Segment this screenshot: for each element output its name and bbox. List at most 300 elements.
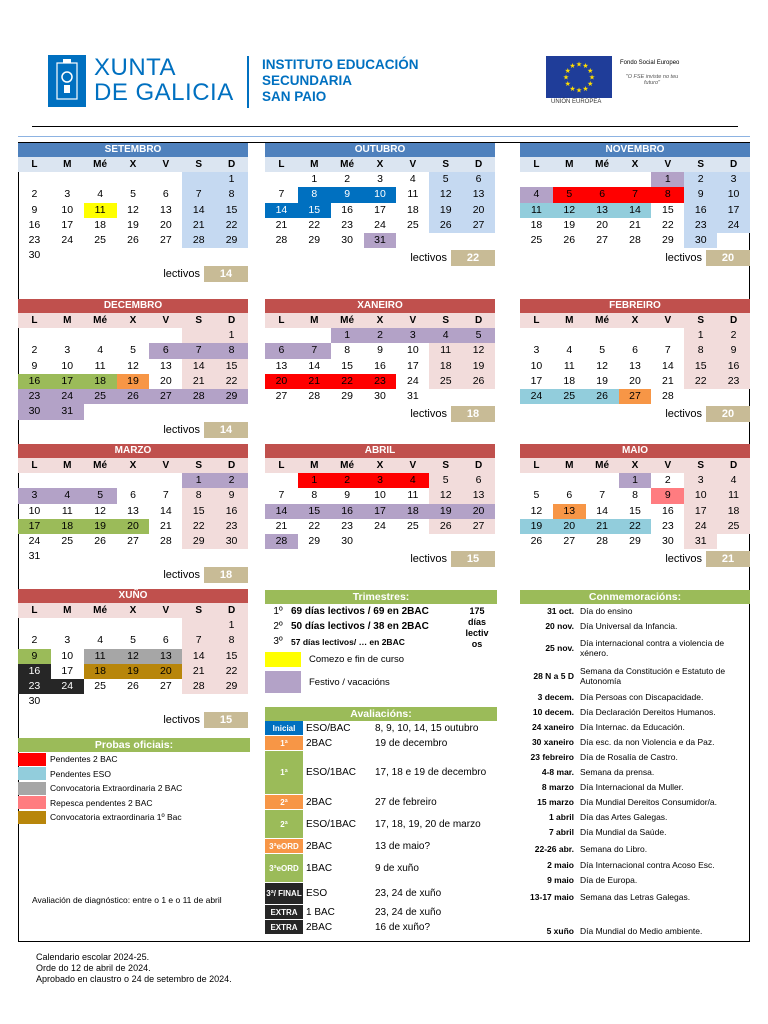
- day-cell: 11: [61, 504, 73, 517]
- probas-title: Probas oficiais:: [18, 738, 250, 752]
- empty-cell: [84, 473, 117, 488]
- day-cell: 29: [662, 234, 674, 247]
- day-cell: 5: [429, 473, 462, 488]
- avaliacion-tag: 1ª: [265, 751, 303, 794]
- lectivos-count: 15: [451, 551, 495, 567]
- day-cell: 14: [182, 359, 215, 374]
- day-cell: 24: [28, 535, 41, 548]
- empty-cell: [18, 618, 51, 633]
- weekday-label: V: [162, 460, 170, 471]
- day-cell: 2: [31, 188, 38, 201]
- month-decembro: [18, 299, 248, 438]
- day-cell: 6: [162, 634, 169, 647]
- conmemoracion-row: [520, 809, 750, 824]
- day-cell: 22: [215, 374, 248, 389]
- day-cell: 9: [344, 489, 351, 502]
- proba-swatch: [18, 753, 46, 766]
- weekday-label: Mé: [93, 460, 108, 471]
- day-cell: 26: [530, 535, 543, 548]
- header-divider: [247, 56, 249, 108]
- day-cell: 29: [341, 390, 353, 403]
- day-cell: 25: [717, 519, 750, 534]
- day-cell: 16: [684, 203, 717, 218]
- avaliacion-tag: 3ª/ FINAL: [265, 883, 303, 904]
- day-cell: 13: [160, 203, 172, 216]
- day-cell: 1: [182, 473, 215, 488]
- day-cell: 18: [396, 504, 429, 519]
- month-xuño: [18, 589, 248, 728]
- day-cell: 14: [662, 359, 674, 372]
- weekday-label: X: [129, 159, 137, 170]
- weekday-label: Mé: [93, 315, 108, 326]
- lectivos-count: 20: [706, 250, 750, 266]
- conmemoracion-text: Día do ensino: [580, 606, 633, 616]
- day-cell: 20: [160, 218, 172, 231]
- month-febreiro: [520, 299, 750, 422]
- day-cell: 6: [462, 473, 495, 488]
- empty-cell: [553, 473, 586, 488]
- day-cell: 2: [331, 473, 364, 488]
- proba-swatch: [18, 767, 46, 780]
- conmemoracion-row: [520, 888, 750, 906]
- day-cell: 12: [429, 187, 462, 202]
- eu-star-icon: ★: [564, 68, 571, 75]
- day-cell: 18: [429, 359, 462, 374]
- day-grid: [18, 618, 248, 710]
- day-cell: 22: [215, 218, 248, 233]
- avaliacion-row: [265, 839, 497, 854]
- lectivos-footer: [18, 567, 248, 583]
- eu-star-icon: ★: [582, 63, 589, 71]
- lectivos-label: lectivos: [163, 423, 200, 436]
- day-cell: 31: [28, 550, 41, 563]
- conmemoracion-date: 4-8 mar.: [541, 766, 574, 777]
- day-cell: 18: [84, 374, 117, 389]
- day-cell: 9: [18, 649, 51, 664]
- weekday-label: L: [278, 315, 285, 326]
- day-cell: 25: [407, 218, 419, 231]
- weekday-label: M: [310, 460, 319, 471]
- probas-section: [18, 738, 250, 825]
- conmemoracion-text: Semana do Libro.: [580, 843, 648, 854]
- avaliacion-group: 1BAC: [306, 862, 333, 874]
- day-cell: 28: [308, 390, 321, 403]
- avaliacion-row: [265, 883, 497, 905]
- month-marzo: [18, 444, 248, 583]
- conmemoracion-row: [520, 704, 750, 719]
- day-cell: 3: [64, 344, 71, 357]
- empty-cell: [84, 328, 117, 343]
- weekday-label: Mé: [93, 605, 108, 616]
- day-cell: 23: [341, 519, 353, 532]
- day-cell: 28: [160, 535, 172, 548]
- lectivos-footer: [520, 551, 750, 567]
- day-cell: 6: [149, 343, 182, 358]
- day-cell: 20: [117, 519, 150, 534]
- conmemoracion-text: Semana das Letras Galegas.: [580, 892, 691, 902]
- empty-cell: [182, 618, 215, 633]
- day-cell: 7: [664, 344, 671, 357]
- lectivos-footer: [18, 266, 248, 282]
- empty-cell: [619, 172, 652, 187]
- weekday-label: Mé: [340, 460, 355, 471]
- day-cell: 4: [396, 473, 429, 488]
- avaliacion-row: [265, 920, 497, 935]
- day-cell: 14: [308, 359, 321, 372]
- conmemoracion-text: Día Internacional contra Acoso Esc.: [580, 859, 715, 870]
- conmemoracion-date: 15 marzo: [537, 796, 574, 807]
- eu-star-icon: ★: [582, 85, 589, 93]
- day-cell: 28: [265, 534, 298, 549]
- day-cell: 25: [429, 374, 462, 389]
- day-cell: 30: [28, 695, 41, 708]
- month-title: ABRIL: [265, 444, 495, 458]
- weekday-label: S: [697, 460, 705, 471]
- day-cell: 30: [662, 535, 674, 548]
- empty-cell: [117, 473, 150, 488]
- day-cell: 31: [51, 404, 84, 419]
- day-cell: 5: [599, 344, 606, 357]
- conmemoracion-row: [520, 906, 750, 956]
- legend-text: Festivo / vacacións: [309, 676, 390, 688]
- weekday-label: V: [664, 460, 672, 471]
- day-cell: 1: [651, 172, 684, 187]
- day-cell: 17: [530, 374, 543, 387]
- day-cell: 20: [265, 374, 298, 389]
- proba-text: Convocatoria Extraordinaria 2 BAC: [50, 783, 183, 794]
- day-cell: 25: [61, 535, 74, 548]
- conmemoracion-row: [520, 749, 750, 764]
- day-cell: 4: [717, 473, 750, 488]
- conmemoracion-row: [520, 618, 750, 634]
- day-cell: 9: [717, 343, 750, 358]
- day-cell: 17: [61, 218, 74, 231]
- empty-cell: [51, 473, 84, 488]
- lectivos-footer: [18, 712, 248, 728]
- conmemoracions-rows: [520, 604, 750, 956]
- weekday-label: D: [227, 315, 236, 326]
- day-cell: 13: [160, 359, 172, 372]
- day-cell: 4: [409, 173, 416, 185]
- weekday-label: L: [278, 460, 285, 471]
- day-cell: 28: [596, 535, 608, 548]
- day-cell: 12: [127, 203, 139, 216]
- proba-row: [18, 810, 250, 825]
- day-cell: 13: [629, 359, 641, 372]
- day-cell: 23: [28, 234, 41, 247]
- day-cell: 23: [717, 374, 750, 389]
- conmemoracion-text: Día Internacional da Muller.: [580, 781, 684, 792]
- xunta-crest-icon: [48, 55, 86, 107]
- day-cell: 24: [374, 519, 386, 532]
- day-cell: 30: [341, 535, 353, 548]
- day-cell: 11: [717, 488, 750, 503]
- eu-star-icon: ★: [569, 63, 576, 71]
- day-cell: 25: [530, 234, 543, 247]
- weekday-label: D: [729, 460, 738, 471]
- weekday-label: Mé: [595, 315, 610, 326]
- day-cell: 22: [331, 374, 364, 389]
- empty-cell: [520, 172, 553, 187]
- weekday-label: S: [697, 159, 705, 170]
- day-cell: 29: [308, 234, 321, 247]
- eu-star-icon: ★: [575, 87, 583, 95]
- day-grid: [18, 328, 248, 420]
- month-maio: [520, 444, 750, 567]
- weekday-label: V: [409, 159, 417, 170]
- day-cell: 26: [117, 389, 150, 404]
- day-cell: 23: [662, 519, 674, 532]
- day-cell: 20: [629, 374, 641, 387]
- avaliacion-tag: 2ª: [265, 795, 303, 809]
- lectivos-label: lectivos: [163, 568, 200, 581]
- day-cell: 17: [407, 359, 419, 372]
- proba-text: Convocatoria extraordinaria 1º Bac: [50, 812, 182, 823]
- day-cell: 9: [684, 187, 717, 202]
- weekday-label: L: [533, 315, 540, 326]
- day-cell: 5: [130, 344, 136, 357]
- day-cell: 28: [182, 389, 215, 404]
- avaliacion-row: [265, 810, 497, 839]
- day-cell: 30: [18, 404, 51, 419]
- day-grid: [265, 172, 495, 248]
- day-cell: 9: [31, 359, 38, 372]
- lectivos-footer: [18, 422, 248, 438]
- day-cell: 14: [265, 504, 298, 519]
- diagnostico-note: Avaliación de diagnóstico: entre o 1 e o 11 de abril: [32, 895, 222, 905]
- day-cell: 11: [84, 203, 117, 218]
- avaliacion-row: [265, 721, 497, 736]
- avaliacion-date: 19 de decembro: [375, 737, 448, 749]
- day-cell: 3: [364, 473, 397, 488]
- conmemoracion-text: Día Internac. da Educación.: [580, 721, 685, 732]
- day-cell: 22: [182, 519, 215, 534]
- conmemoracion-date: 25 nov.: [545, 643, 574, 653]
- day-cell: 2: [717, 328, 750, 343]
- proba-text: Repesca pendentes 2 BAC: [50, 797, 153, 808]
- day-cell: 17: [51, 374, 84, 389]
- day-cell: 1: [215, 172, 248, 187]
- weekday-label: X: [129, 460, 137, 471]
- day-cell: 24: [51, 679, 84, 694]
- weekday-label: L: [278, 159, 285, 170]
- proba-swatch: [18, 796, 46, 809]
- day-cell: 12: [530, 504, 543, 517]
- avaliacion-group: ESO/1BAC: [306, 767, 357, 778]
- conmemoracion-text: Día de Europa.: [580, 875, 638, 885]
- day-cell: 7: [298, 343, 331, 358]
- day-cell: 12: [127, 359, 139, 372]
- footer: [36, 952, 232, 985]
- day-cell: 11: [94, 359, 106, 372]
- avaliacion-group: ESO/1BAC: [306, 818, 357, 830]
- avaliacion-tag: EXTRA: [265, 920, 303, 934]
- day-cell: 29: [629, 535, 641, 548]
- empty-cell: [18, 172, 51, 187]
- day-cell: 25: [84, 389, 117, 404]
- conmemoracion-row: [520, 690, 750, 704]
- day-cell: 2: [664, 474, 671, 486]
- day-cell: 8: [632, 489, 638, 502]
- day-cell: 10: [364, 187, 397, 202]
- day-cell: 16: [18, 374, 51, 389]
- conmemoracions-section: [520, 590, 750, 956]
- day-cell: 5: [462, 328, 495, 343]
- day-cell: 13: [586, 203, 619, 218]
- empty-cell: [182, 328, 215, 343]
- day-cell: 13: [462, 488, 495, 503]
- day-cell: 21: [182, 374, 215, 389]
- conmemoracion-date: 30 xaneiro: [531, 736, 574, 747]
- empty-cell: [149, 172, 182, 187]
- day-cell: 16: [341, 203, 353, 216]
- avaliacion-row: [265, 795, 497, 810]
- day-cell: 27: [127, 535, 139, 548]
- eu-stars-icon: [546, 56, 612, 98]
- day-cell: 4: [566, 344, 573, 357]
- lectivos-label: lectivos: [163, 267, 200, 280]
- weekday-header: [520, 458, 750, 473]
- day-cell: 25: [553, 389, 586, 404]
- avaliacion-tag: 1ª: [265, 736, 303, 750]
- day-cell: 15: [215, 203, 248, 218]
- day-cell: 26: [429, 519, 462, 534]
- day-cell: 3: [64, 188, 71, 201]
- lectivos-footer: [520, 406, 750, 422]
- month-xaneiro: [265, 299, 495, 422]
- day-cell: 18: [717, 504, 750, 519]
- day-cell: 27: [160, 234, 172, 247]
- conmemoracion-row: [520, 872, 750, 888]
- day-cell: 3: [684, 473, 717, 488]
- conmemoracion-date: 5 xuño: [546, 926, 574, 936]
- day-cell: 27: [149, 389, 182, 404]
- weekday-label: X: [376, 460, 384, 471]
- lectivos-count: 18: [451, 406, 495, 422]
- empty-cell: [18, 473, 51, 488]
- day-cell: 14: [182, 649, 215, 664]
- lectivos-label: lectivos: [665, 252, 702, 265]
- weekday-label: M: [565, 315, 574, 326]
- weekday-header: [18, 603, 248, 618]
- weekday-label: M: [565, 159, 574, 170]
- weekday-label: X: [631, 315, 639, 326]
- day-cell: 19: [127, 218, 139, 231]
- weekday-label: S: [195, 460, 203, 471]
- conmemoracion-row: [520, 764, 750, 779]
- weekday-label: D: [729, 159, 738, 170]
- eu-star-icon: ★: [562, 74, 570, 82]
- day-cell: 15: [215, 359, 248, 374]
- lectivos-label: lectivos: [665, 408, 702, 421]
- day-grid: [18, 473, 248, 565]
- empty-cell: [84, 618, 117, 633]
- day-cell: 26: [586, 389, 619, 404]
- weekday-label: S: [442, 460, 450, 471]
- day-cell: 24: [374, 218, 386, 231]
- weekday-label: D: [474, 315, 483, 326]
- day-cell: 19: [117, 374, 150, 389]
- weekday-label: S: [195, 605, 203, 616]
- day-cell: 12: [462, 343, 495, 358]
- trimestres-total: 175 días lectiv os: [465, 606, 489, 649]
- weekday-label: X: [129, 605, 137, 616]
- day-cell: 31: [364, 233, 397, 248]
- school-line2: SECUNDARIA: [262, 73, 353, 88]
- conmemoracion-text: Día internacional contra a violencia de xénero.: [580, 638, 725, 658]
- conmemoracion-date: 24 xaneiro: [531, 721, 574, 732]
- conmemoracion-date: 22-26 abr.: [534, 843, 574, 854]
- conmemoracion-row: [520, 719, 750, 734]
- proba-row: [18, 752, 250, 767]
- weekday-header: [18, 313, 248, 328]
- day-cell: 24: [51, 389, 84, 404]
- avaliacion-group: 1 BAC: [306, 906, 335, 918]
- lectivos-label: lectivos: [665, 553, 702, 566]
- day-cell: 19: [520, 519, 553, 534]
- empty-cell: [18, 328, 51, 343]
- conmemoracion-date: 2 maio: [547, 859, 574, 870]
- lectivos-count: 18: [204, 567, 248, 583]
- day-cell: 30: [374, 390, 386, 403]
- avaliacion-group: 2BAC: [306, 796, 333, 808]
- avaliacion-group: ESO: [306, 888, 328, 899]
- conmemoracion-row: [520, 662, 750, 690]
- day-cell: 1: [311, 173, 318, 185]
- empty-cell: [520, 328, 553, 343]
- weekday-label: M: [310, 159, 319, 170]
- day-cell: 6: [462, 172, 495, 187]
- day-cell: 15: [341, 359, 353, 372]
- day-cell: 23: [215, 519, 248, 534]
- lectivos-count: 14: [204, 422, 248, 438]
- day-cell: 3: [717, 172, 750, 187]
- day-cell: 7: [182, 187, 215, 202]
- conmemoracion-row: [520, 794, 750, 809]
- day-cell: 3: [396, 328, 429, 343]
- conmemoracion-text: Día Declaración Dereitos Humanos.: [580, 706, 716, 717]
- lectivos-footer: [265, 250, 495, 266]
- empty-cell: [298, 328, 331, 343]
- month-title: XANEIRO: [265, 299, 495, 313]
- day-cell: 11: [520, 203, 553, 218]
- conmemoracion-text: Semana da prensa.: [580, 766, 655, 777]
- day-cell: 2: [31, 634, 38, 647]
- day-cell: 25: [94, 680, 106, 693]
- day-cell: 20: [462, 203, 495, 218]
- day-cell: 5: [429, 172, 462, 187]
- day-cell: 18: [530, 218, 543, 231]
- lectivos-label: lectivos: [410, 252, 447, 265]
- school-line3: SAN PAIO: [262, 89, 327, 104]
- day-cell: 26: [429, 218, 462, 233]
- xunta-logo: [48, 55, 86, 107]
- day-cell: 16: [662, 504, 674, 517]
- conmemoracion-date: 23 febreiro: [530, 751, 574, 762]
- day-cell: 23: [364, 374, 397, 389]
- day-cell: 28: [275, 234, 288, 247]
- avaliacion-tag: Inicial: [265, 721, 303, 735]
- conmemoracion-date: 9 maio: [547, 875, 574, 885]
- day-cell: 30: [341, 234, 353, 247]
- weekday-label: V: [409, 460, 417, 471]
- day-cell: 10: [61, 359, 74, 372]
- day-cell: 18: [51, 519, 84, 534]
- day-cell: 8: [215, 187, 248, 202]
- conmemoracion-text: Día Mundial do Medio ambiente.: [580, 926, 703, 936]
- month-setembro: [18, 143, 248, 282]
- day-cell: 2: [684, 172, 717, 187]
